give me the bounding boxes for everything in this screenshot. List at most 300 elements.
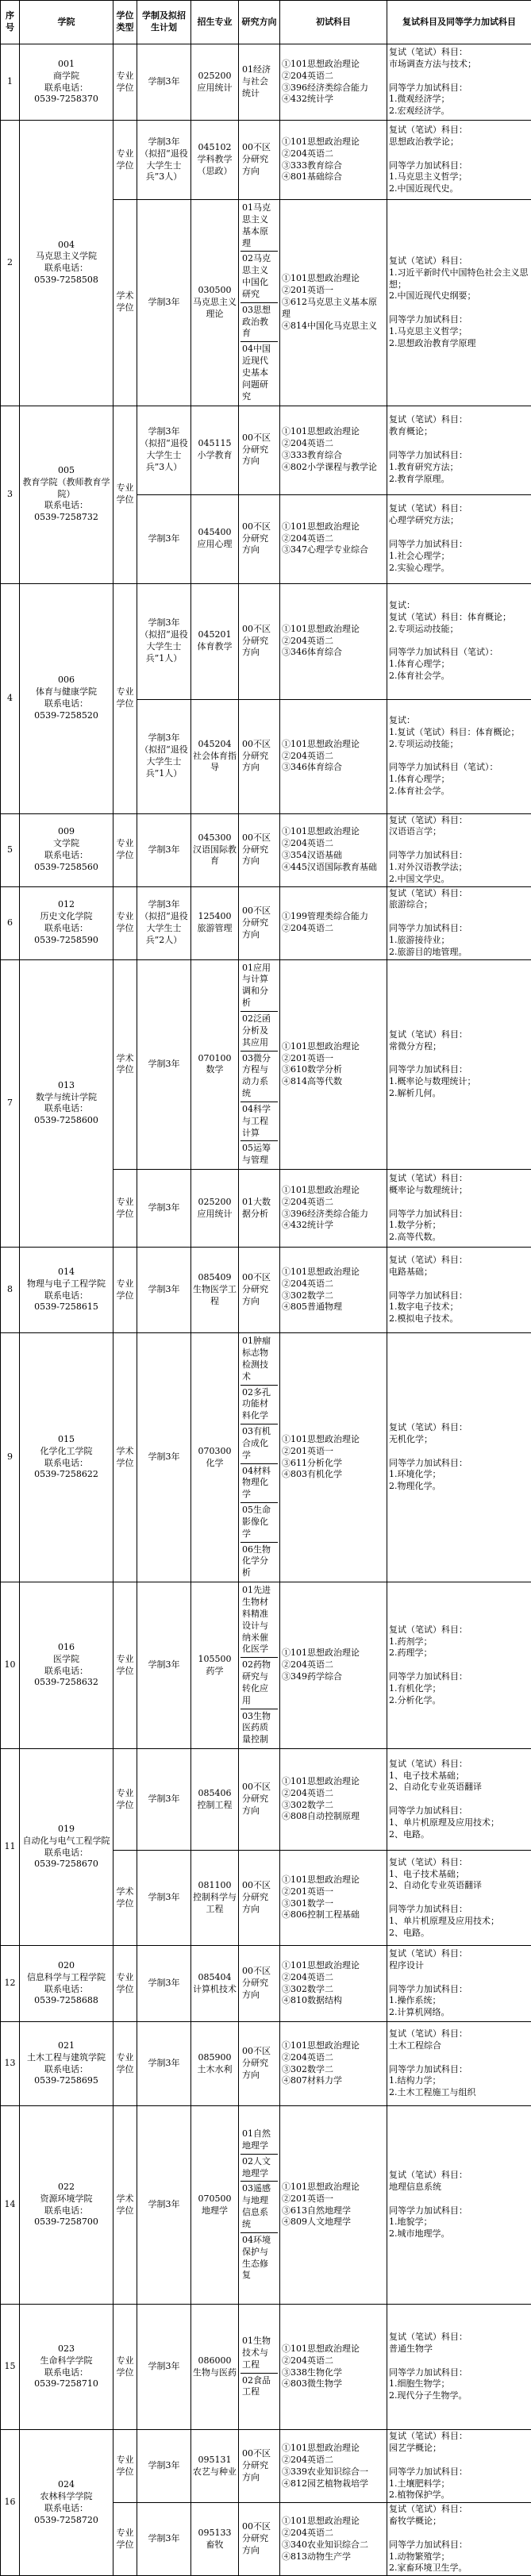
system-line: （拟招“退役大学生士兵”3人） [139, 438, 189, 474]
retest-line [389, 302, 529, 314]
retest-line: 同等学力加试科目： [389, 160, 529, 172]
retest-line: 地理信息系统 [389, 2182, 529, 2193]
direction-item: 01经济与社会统计 [240, 63, 278, 102]
retest-line [389, 1278, 529, 1290]
school-line: 联系电话： [21, 2205, 111, 2217]
system-line: 学制3年 [139, 899, 189, 911]
direction-list [240, 1583, 278, 1747]
initial-exam-line: ③302数学二 [282, 1290, 385, 1302]
header-system-plan: 学制及拟招生计划 [137, 1, 191, 44]
retest-cell [387, 2106, 531, 2305]
major-line: 土木水利 [193, 2064, 237, 2076]
retest-line: 复试（笔试）科目： [389, 1422, 529, 1434]
table-row [1, 2305, 531, 2430]
major-line: 汉语国际教育 [193, 844, 237, 868]
retest-line: 无机化学； [389, 1434, 529, 1446]
system-line: 学制3年 [139, 426, 189, 438]
retest-line: 1.动物繁殖学； [389, 2551, 529, 2563]
school-cell [20, 1749, 114, 1946]
school-line: 联系电话： [21, 500, 111, 512]
major-cell [191, 2430, 239, 2503]
degree-type: 专业学位 [114, 886, 137, 959]
system-plan [137, 1248, 191, 1333]
major-line: 085404 [193, 1972, 237, 1984]
retest-line: 同等学力加试科目： [389, 2539, 529, 2551]
school-line: 0539-7258710 [21, 2378, 111, 2390]
direction-list [240, 904, 278, 943]
initial-exam-line: ③302数学二 [282, 1984, 385, 1996]
major-cell [191, 2503, 239, 2576]
school-line: 019 [21, 1824, 111, 1836]
system-plan [137, 2106, 191, 2305]
major-line: 085406 [193, 1788, 237, 1800]
retest-line: 同等学力加试科目（笔试）： [389, 762, 529, 774]
initial-exam-cell [280, 494, 387, 583]
retest-line: 1.教育研究方法； [389, 462, 529, 474]
direction-list [240, 1195, 278, 1222]
major-line: 085409 [193, 1272, 237, 1284]
major-cell [191, 121, 239, 200]
initial-exam-cell [280, 2106, 387, 2305]
major-cell [191, 1851, 239, 1946]
initial-exam-line: ④432统计学 [282, 94, 385, 106]
retest-line [389, 1446, 529, 1458]
retest-line: 1、单片机原理及应用技术； [389, 1817, 529, 1829]
degree-type: 专业学位 [114, 1248, 137, 1333]
major-cell [191, 1170, 239, 1248]
initial-exam-line: ①101思想政治理论 [282, 59, 385, 71]
direction-item: 01先进生物材料精准设计与纳米催化医学 [240, 1583, 278, 1658]
retest-line [389, 527, 529, 539]
school-cell [20, 1582, 114, 1749]
major-line: 应用心理 [193, 539, 237, 551]
initial-exam-line: ③301数学一 [282, 1898, 385, 1910]
retest-line: 1、电子技术基础； [389, 1869, 529, 1881]
system-plan [137, 121, 191, 200]
row-number: 4 [1, 583, 20, 813]
degree-type: 学术学位 [114, 959, 137, 1170]
retest-cell [387, 2022, 531, 2106]
retest-cell [387, 1851, 531, 1946]
school-line: 数学与统计学院 [21, 1092, 111, 1104]
direction-item: 00不区分研究方向 [240, 1964, 278, 2003]
header-school: 学院 [20, 1, 114, 44]
retest-line: 同等学力加试科目： [389, 1290, 529, 1302]
system-line: （拟招“退役大学生士兵”3人） [139, 148, 189, 184]
school-line: 0539-7258520 [21, 710, 111, 722]
initial-exam-line: ③302数学二 [282, 2064, 385, 2076]
system-plan [137, 2430, 191, 2503]
initial-exam-cell [280, 1248, 387, 1333]
school-cell [20, 44, 114, 121]
retest-line: 2.家畜环境卫生学。 [389, 2563, 529, 2574]
initial-exam-line: ③349药学综合 [282, 1671, 385, 1683]
retest-line: 常微分方程； [389, 1041, 529, 1053]
direction-item: 00不区分研究方向 [240, 1780, 278, 1819]
system-line: 学制3年 [139, 2199, 189, 2211]
system-line: 学制3年 [139, 297, 189, 309]
direction-list [240, 63, 278, 102]
major-line: 025200 [193, 71, 237, 83]
system-plan [137, 200, 191, 406]
retest-line: 复试（笔试）科目： [389, 1759, 529, 1771]
major-cell [191, 44, 239, 121]
retest-line [389, 636, 529, 648]
table-row [1, 886, 531, 959]
table-row [1, 406, 531, 494]
retest-line: 市场调查方法与技术； [389, 59, 529, 71]
row-number: 5 [1, 813, 20, 886]
school-line: 土木工程与建筑学院 [21, 2052, 111, 2064]
system-plan [137, 44, 191, 121]
retest-line: 2.中国文学史。 [389, 874, 529, 886]
direction-item: 00不区分研究方向 [240, 2520, 278, 2559]
initial-exam-line: ③613自然地理学 [282, 2205, 385, 2217]
retest-line: 2.现代分子生物学。 [389, 2390, 529, 2402]
direction-cell [239, 699, 280, 813]
direction-list [240, 1780, 278, 1819]
direction-list [240, 622, 278, 661]
retest-line [389, 2455, 529, 2466]
retest-line [389, 71, 529, 83]
system-plan [137, 1851, 191, 1946]
initial-exam-line: ④802小学课程与教学论 [282, 462, 385, 474]
retest-line: 程序设计 [389, 1960, 529, 1972]
retest-line [389, 1892, 529, 1904]
initial-exam-cell [280, 2305, 387, 2430]
initial-exam-line: ④432统计学 [282, 1220, 385, 1232]
retest-line: 2.物理化学。 [389, 1481, 529, 1493]
system-plan [137, 2022, 191, 2106]
initial-exam-cell [280, 1749, 387, 1851]
major-cell [191, 2305, 239, 2430]
retest-line: 复试（笔试）科目： [389, 2431, 529, 2443]
direction-item: 01肿瘤标志物检测技术 [240, 1334, 278, 1385]
retest-line: 同等学力加试科目： [389, 923, 529, 935]
direction-item: 05生命影像化学 [240, 1503, 278, 1543]
retest-line: 同等学力加试科目： [389, 2205, 529, 2217]
system-plan [137, 1333, 191, 1582]
initial-exam-line: ④810数据结构 [282, 1995, 385, 2007]
retest-line: 2、电路。 [389, 1928, 529, 1940]
retest-cell [387, 1582, 531, 1749]
retest-line: 1.数字电子技术； [389, 1301, 529, 1313]
retest-line [389, 2355, 529, 2367]
major-line: 社会体育指导 [193, 751, 237, 775]
system-line: （拟招“退役大学生士兵”2人） [139, 911, 189, 947]
direction-cell [239, 1582, 280, 1749]
row-number: 13 [1, 2022, 20, 2106]
school-line: 联系电话： [21, 2064, 111, 2076]
initial-exam-cell [280, 121, 387, 200]
direction-item: 02多孔功能材料化学 [240, 1386, 278, 1425]
degree-type: 专业学位 [114, 1946, 137, 2022]
major-cell [191, 1582, 239, 1749]
retest-line: 1.微观经济学； [389, 94, 529, 106]
initial-exam-line: ①101思想政治理论 [282, 1434, 385, 1446]
retest-line [389, 1972, 529, 1984]
major-line: 045102 [193, 142, 237, 154]
direction-list [240, 2520, 278, 2559]
major-cell [191, 2106, 239, 2305]
direction-cell [239, 1333, 280, 1582]
school-cell [20, 406, 114, 583]
direction-item: 06生物化学分析 [240, 1543, 278, 1582]
school-line: 资源环境学院 [21, 2193, 111, 2205]
retest-line: 1.马克思主义哲学； [389, 171, 529, 183]
degree-type: 学术学位 [114, 1851, 137, 1946]
direction-cell [239, 1749, 280, 1851]
major-line: 086000 [193, 2355, 237, 2367]
direction-cell [239, 886, 280, 959]
degree-type: 专业学位 [114, 2305, 137, 2430]
system-plan [137, 2503, 191, 2576]
retest-line [389, 438, 529, 450]
system-line: 学制3年 [139, 617, 189, 629]
initial-exam-line: ②201英语一 [282, 1446, 385, 1458]
direction-item: 03遥感与地理信息系统 [240, 2182, 278, 2232]
retest-line: 土木工程综合 [389, 2040, 529, 2052]
school-line: 020 [21, 1960, 111, 1972]
direction-item: 00不区分研究方向 [240, 1271, 278, 1309]
retest-line [389, 1794, 529, 1805]
major-line: 旅游管理 [193, 923, 237, 935]
retest-line [389, 2052, 529, 2064]
initial-exam-line: ③333教育综合 [282, 160, 385, 172]
initial-exam-line: ②204英语二 [282, 751, 385, 763]
major-line: 畜牧 [193, 2539, 237, 2551]
retest-line: 同等学力加试科目： [389, 450, 529, 462]
retest-line: 复试（笔试）科目： [389, 815, 529, 827]
initial-exam-line: ②204英语二 [282, 838, 385, 850]
major-cell [191, 200, 239, 406]
initial-exam-line: ④814中国化马克思主义 [282, 321, 385, 333]
direction-list [240, 1878, 278, 1917]
initial-exam-line: ②204英语二 [282, 2052, 385, 2064]
system-plan [137, 699, 191, 813]
major-cell [191, 1946, 239, 2022]
retest-line: 2.专项运动技能； [389, 739, 529, 751]
system-plan [137, 813, 191, 886]
degree-type: 专业学位 [114, 1582, 137, 1749]
retest-line: 1.习近平新时代中国特色社会主义思想； [389, 267, 529, 291]
retest-line: 2.旅游目的地管理。 [389, 947, 529, 959]
retest-line: 电路基础； [389, 1267, 529, 1278]
school-line: 001 [21, 59, 111, 71]
initial-exam-cell [280, 2022, 387, 2106]
school-line: 联系电话： [21, 1847, 111, 1859]
direction-item: 02人文地理学 [240, 2155, 278, 2182]
retest-line: 复试（笔试）科目： [389, 1029, 529, 1041]
retest-line: 心理学研究方法； [389, 515, 529, 527]
retest-line: 复试（笔试）科目：体育概论； [389, 612, 529, 624]
direction-item: 04科学与工程计算 [240, 1102, 278, 1142]
major-line: 045115 [193, 438, 237, 450]
retest-line: 复试（笔试）科目： [389, 125, 529, 136]
direction-item: 05运筹与管理 [240, 1141, 278, 1168]
retest-line: 1.环境化学； [389, 1469, 529, 1481]
direction-item: 03微分方程与动力系统 [240, 1052, 278, 1102]
retest-line: 普通生物学 [389, 2343, 529, 2355]
direction-item: 00不区分研究方向 [240, 904, 278, 943]
degree-type: 专业学位 [114, 44, 137, 121]
retest-line: 2.计算机网络。 [389, 2007, 529, 2019]
major-line: 070300 [193, 1446, 237, 1458]
direction-list [240, 2127, 278, 2283]
direction-item: 04环境保护与生态修复 [240, 2233, 278, 2283]
school-line: 体育与健康学院 [21, 686, 111, 698]
school-line: 0539-7258700 [21, 2217, 111, 2228]
retest-line: 复试（笔试）科目： [389, 47, 529, 59]
retest-cell [387, 200, 531, 406]
direction-cell [239, 406, 280, 494]
school-line: 014 [21, 1267, 111, 1278]
retest-line: 同等学力加试科目（笔试）： [389, 647, 529, 659]
initial-exam-line: ②204英语二 [282, 1197, 385, 1209]
initial-exam-line: ④812园艺植物栽培学 [282, 2478, 385, 2490]
initial-exam-cell [280, 699, 387, 813]
degree-type: 专业学位 [114, 1170, 137, 1248]
initial-exam-line: ②204英语二 [282, 1788, 385, 1800]
school-line: 医学院 [21, 1654, 111, 1666]
school-line: 0539-7258695 [21, 2075, 111, 2087]
table-row [1, 2022, 531, 2106]
retest-line: 1.药剂学； [389, 1636, 529, 1648]
initial-exam-cell [280, 2430, 387, 2503]
direction-cell [239, 2022, 280, 2106]
direction-list [240, 737, 278, 776]
initial-exam-line: ①101思想政治理论 [282, 273, 385, 285]
school-line: 农林科学学院 [21, 2491, 111, 2503]
major-line: 计算机技术 [193, 1984, 237, 1996]
school-line: 0539-7258590 [21, 935, 111, 947]
major-line: （思政） [193, 166, 237, 178]
initial-exam-line: ①101思想政治理论 [282, 2343, 385, 2355]
major-line: 045400 [193, 527, 237, 539]
table-row [1, 583, 531, 699]
row-number: 2 [1, 121, 20, 406]
retest-line: 汉语语言学； [389, 826, 529, 838]
retest-line: 复试（笔试）科目： [389, 888, 529, 900]
major-line: 马克思主义理论 [193, 297, 237, 321]
major-cell [191, 2022, 239, 2106]
retest-line: 复试（笔试）科目： [389, 1173, 529, 1185]
degree-type: 学术学位 [114, 200, 137, 406]
initial-exam-line: ①101思想政治理论 [282, 1185, 385, 1197]
major-line: 小学教育 [193, 450, 237, 462]
initial-exam-cell [280, 886, 387, 959]
system-line: 学制3年 [139, 1059, 189, 1071]
initial-exam-line: ③346体育综合 [282, 647, 385, 659]
school-line: 联系电话： [21, 1984, 111, 1996]
direction-item: 00不区分研究方向 [240, 2447, 278, 2486]
table-row [1, 44, 531, 121]
system-line: 学制3年 [139, 136, 189, 148]
school-line: 0539-7258615 [21, 1301, 111, 1313]
direction-list [240, 1964, 278, 2003]
school-cell [20, 2430, 114, 2576]
retest-line: 复试（笔试）科目： [389, 2028, 529, 2040]
retest-line: 2.植物保护学。 [389, 2489, 529, 2501]
retest-line: 2、自动化专业英语翻译 [389, 1782, 529, 1794]
retest-line: 1.对外汉语教学法； [389, 862, 529, 874]
school-line: 联系电话： [21, 263, 111, 275]
retest-line [389, 911, 529, 923]
direction-item: 02泛函分析及其应用 [240, 1012, 278, 1052]
school-line: 商学院 [21, 71, 111, 83]
initial-exam-line: ③302数学二 [282, 1800, 385, 1812]
system-line: 学制3年 [139, 533, 189, 545]
initial-exam-line: ③610数学分析 [282, 1064, 385, 1076]
major-line: 105500 [193, 1654, 237, 1666]
system-plan [137, 406, 191, 494]
school-line: 0539-7258670 [21, 1859, 111, 1870]
direction-list [240, 2044, 278, 2083]
direction-cell [239, 1248, 280, 1333]
initial-exam-line: ②204英语二 [282, 438, 385, 450]
retest-line: 1.有机化学； [389, 1683, 529, 1695]
degree-type: 专业学位 [114, 2022, 137, 2106]
degree-type: 专业学位 [114, 1749, 137, 1851]
major-line: 085900 [193, 2052, 237, 2064]
major-line: 学科教学 [193, 154, 237, 166]
table-row [1, 1946, 531, 2022]
system-line: 学制3年 [139, 1794, 189, 1805]
system-line: 学制3年 [139, 1202, 189, 1214]
table-row [1, 959, 531, 1170]
retest-line: 复试（笔试）科目： [389, 2332, 529, 2343]
retest-cell [387, 2305, 531, 2430]
initial-exam-line: ①101思想政治理论 [282, 1960, 385, 1972]
degree-type: 专业学位 [114, 121, 137, 200]
initial-exam-cell [280, 2503, 387, 2576]
retest-line: 同等学力加试科目： [389, 2064, 529, 2076]
initial-exam-cell [280, 1946, 387, 2022]
retest-line: 1.概率论与数理统计； [389, 1076, 529, 1088]
retest-line: 同等学力加试科目： [389, 1904, 529, 1916]
direction-item: 03生物医药质量控制 [240, 1709, 278, 1748]
initial-exam-line: ④806控制工程基础 [282, 1909, 385, 1921]
retest-line: 1.结构力学； [389, 2075, 529, 2087]
retest-line: 同等学力加试科目： [389, 1209, 529, 1221]
table-row [1, 1749, 531, 1851]
school-line: 信息科学与工程学院 [21, 1972, 111, 1984]
direction-item: 00不区分研究方向 [240, 431, 278, 470]
retest-line: 2.城市地理学。 [389, 2228, 529, 2240]
system-plan [137, 886, 191, 959]
initial-exam-line: ③396经济类综合能力 [282, 1209, 385, 1221]
initial-exam-line: ③339农业知识综合一 [282, 2466, 385, 2478]
header-degree-type: 学位类型 [114, 1, 137, 44]
major-line: 控制科学与工程 [193, 1892, 237, 1916]
system-line: 学制3年 [139, 1451, 189, 1463]
school-cell [20, 886, 114, 959]
initial-exam-line: ④445汉语国际教育基础 [282, 862, 385, 874]
initial-exam-line: ①101思想政治理论 [282, 426, 385, 438]
school-line: 联系电话： [21, 1458, 111, 1470]
direction-list [240, 140, 278, 179]
school-cell [20, 1946, 114, 2022]
initial-exam-line: ③396经济类综合能力 [282, 83, 385, 94]
retest-cell [387, 1248, 531, 1333]
retest-line: 复试（笔试）科目： [389, 1624, 529, 1636]
school-cell [20, 959, 114, 1248]
school-line: 联系电话： [21, 850, 111, 862]
direction-item: 00不区分研究方向 [240, 622, 278, 661]
initial-exam-line: ③346体育综合 [282, 762, 385, 774]
school-line: 教育学院（教师教育学院） [21, 477, 111, 501]
initial-exam-line: ②204英语二 [282, 533, 385, 545]
